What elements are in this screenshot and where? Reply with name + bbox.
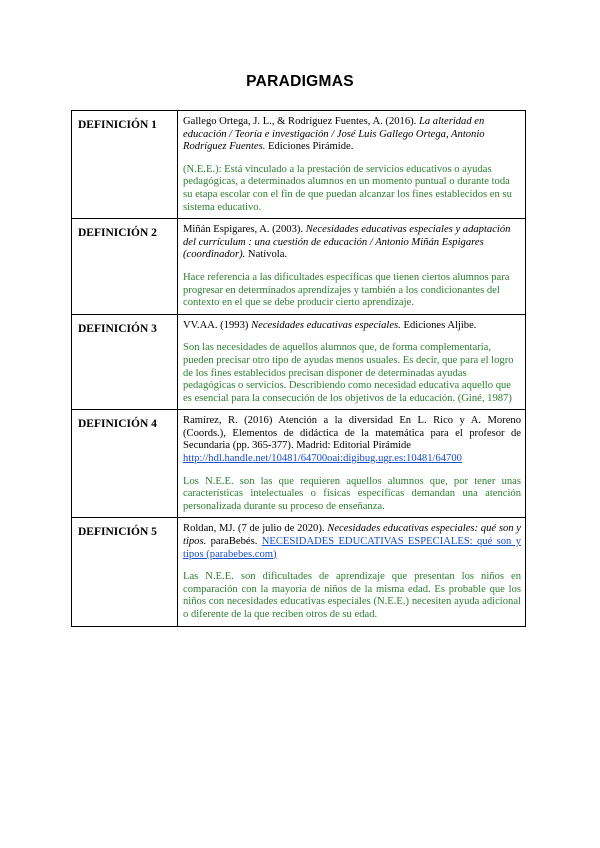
- reference-title: Necesidades educativas especiales y adaptación del currículum : una cuestión de educación / Antonio Miñán Espigares (coordinador).: [183, 224, 511, 261]
- table-row: [72, 314, 526, 410]
- table-row: [72, 410, 526, 518]
- reference-text: Miñán Espigares, A. (2003).: [183, 224, 306, 236]
- table-row: [72, 219, 526, 315]
- row-content: [178, 410, 526, 518]
- reference-link[interactable]: http://hdl.handle.net/10481/64700oai:digibug.ugr.es:10481/64700: [183, 453, 462, 465]
- row-label: DEFINICIÓN 3: [72, 314, 178, 410]
- definition-text: Hace referencia a las dificultades específicas que tienen ciertos alumnos para progresar en determinados aprendizajes y también a los condicionantes del contexto en el que se debe producir cierto aprendizaje.: [183, 271, 510, 309]
- definition-text: Las N.E.E. son dificultades de aprendizaje que presentan los niños en comparación con la mayoría de niños de la misma edad. Es probable que los niños con necesidades educativas especiales (N.E.E.) necesiten ayuda adicional o diferente de la que reciben otros de su edad.: [183, 571, 521, 620]
- page-title: PARADIGMAS: [246, 73, 354, 90]
- reference-text: Ramírez, R. (2016) Atención a la diversidad En L. Rico y A. Moreno (Coords.), Elementos de didáctica de la matemática para el profesor de Secundaria (pp. 365-377). Madrid: Editorial Pirámide: [183, 415, 521, 452]
- reference-title: Necesidades educativas especiales: qué son y tipos.: [183, 523, 521, 548]
- table-row: [72, 518, 526, 626]
- row-content: [178, 314, 526, 410]
- definition-text: Son las necesidades de aquellos alumnos que, de forma complementaria, pueden precisar otro tipo de ayudas menos usuales. Es decir, que para el logro de los fines establecidos precisan disponer de determinadas ayudas pedagógicas o servicios. Describiendo como necesidad educativa aquello que es esencial para la consecución de los objetivos de la educación. (Giné, 1987): [183, 342, 514, 404]
- reference-publisher: Ediciones Pirámide.: [265, 141, 354, 153]
- reference-publisher: Ediciones Aljibe.: [400, 319, 477, 331]
- reference-text: Gallego Ortega, J. L., & Rodríguez Fuentes, A. (2016).: [183, 116, 419, 127]
- row-content: [178, 219, 526, 315]
- row-label: DEFINICIÓN 4: [72, 410, 178, 518]
- reference-link[interactable]: NECESIDADES EDUCATIVAS ESPECIALES: qué son y tipos (parabebes.com): [183, 536, 521, 560]
- reference-publisher: paraBebés.: [206, 536, 262, 548]
- reference-publisher: Natívola.: [245, 249, 288, 261]
- row-label: DEFINICIÓN 1: [72, 111, 178, 219]
- definition-text: (N.E.E.): Está vinculado a la prestación de servicios educativos o ayudas pedagógicas, a determinados alumnos en un momento puntual o durante toda su etapa escolar con el fin de que puedan alcanzar los fines establecidos en su sistema educativo.: [183, 163, 512, 213]
- reference-title: Necesidades educativas especiales.: [251, 319, 401, 331]
- definition-text: Los N.E.E. son las que requieren aquellos alumnos que, por tener unas características intelectuales o físicas específicas demandan una atención personalizada durante su proceso de enseñanza.: [183, 475, 521, 512]
- table-row: [72, 111, 526, 219]
- reference: [183, 523, 521, 561]
- reference: [183, 415, 521, 465]
- reference: [183, 320, 521, 333]
- reference-text: VV.AA. (1993): [183, 319, 252, 331]
- row-label: DEFINICIÓN 2: [72, 219, 178, 315]
- row-label: DEFINICIÓN 5: [72, 518, 178, 626]
- reference: [183, 116, 521, 154]
- reference: [183, 224, 521, 262]
- paradigms-table: [71, 110, 526, 627]
- row-content: [178, 518, 526, 626]
- reference-text: Roldan, MJ. (7 de julio de 2020).: [183, 523, 328, 535]
- reference-title: La alteridad en educación / Teoría e investigación / José Luis Gallego Ortega, Antonio Rodríguez Fuentes.: [183, 116, 485, 153]
- row-content: [178, 111, 526, 219]
